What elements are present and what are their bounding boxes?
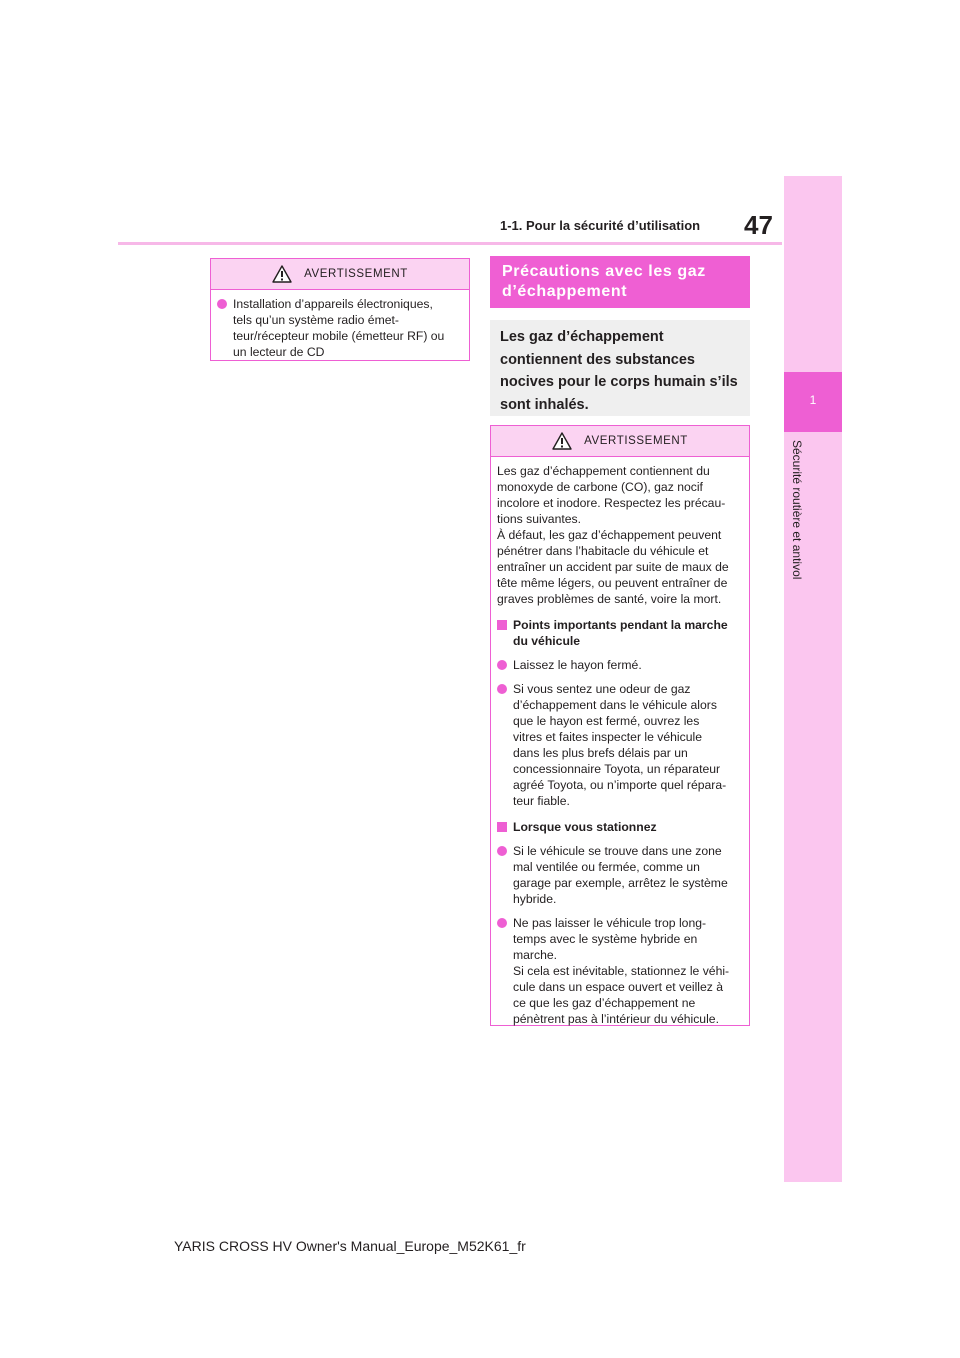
section-heading: Précautions avec les gaz d’échappement bbox=[490, 256, 750, 308]
bullet-dot-icon bbox=[497, 684, 507, 694]
warning-header bbox=[211, 259, 469, 290]
list-item-text: Ne pas laisser le véhicule trop long- temps avec le système hybride en marche. Si cela est inévitable, stationnez le véhi- cule dans un espace ouvert et veillez à ce que les gaz d’échappement ne pénètrent pas à l’intérieur du véhicule. bbox=[513, 916, 730, 1026]
section-summary: Les gaz d’échappement contiennent des substances nocives pour le corps humain s’ils sont inhalés. bbox=[490, 320, 750, 416]
chapter-number: 1 bbox=[809, 393, 817, 407]
subheading-parking bbox=[497, 819, 743, 835]
list-item-text: Installation d’appareils électroniques, tels qu’un système radio émet- teur/récepteur mobile (émetteur RF) ou un lecteur de CD bbox=[233, 297, 445, 359]
list-item-text: Si vous sentez une odeur de gaz d’échappement dans le véhicule alors que le hayon est fermé, ouvrez les vitres et faites inspecter le véhicule dans les plus brefs délais par un concessionnaire Toyota, un réparateur agréé Toyota, ou n’importe quel répara- teur fiable. bbox=[513, 682, 727, 808]
list-item-text: Laissez le hayon fermé. bbox=[513, 658, 642, 672]
warning-box-exhaust bbox=[490, 425, 750, 1026]
bullet-dot-icon bbox=[497, 660, 507, 670]
chapter-name-text: Sécurité routière et antivol bbox=[790, 440, 804, 580]
section-title: 1-1. Pour la sécurité d’utilisation bbox=[500, 218, 701, 233]
square-bullet-icon bbox=[497, 620, 507, 630]
warning-triangle-icon bbox=[272, 265, 292, 283]
header-rule bbox=[118, 242, 782, 245]
subheading-driving bbox=[497, 617, 743, 649]
subheading-text: Lorsque vous stationnez bbox=[513, 820, 657, 834]
page-number: 47 bbox=[744, 210, 773, 240]
bullet-dot-icon bbox=[497, 918, 507, 928]
list-item bbox=[497, 657, 743, 673]
list-item bbox=[497, 681, 743, 809]
warning-body bbox=[491, 457, 749, 1035]
chapter-name bbox=[789, 440, 805, 600]
footer-manual-id: YARIS CROSS HV Owner's Manual_Europe_M52K61_fr bbox=[174, 1238, 526, 1254]
bullet-dot-icon bbox=[217, 299, 227, 309]
side-tab-strip bbox=[784, 176, 842, 1182]
warning-intro: Les gaz d’échappement contiennent du monoxyde de carbone (CO), gaz nocif incolore et inodore. Respectez les précau- tions suivantes. À défaut, les gaz d’échappement peuvent pénétrer dans l’habitacle du véhicule et entraîner un accident par suite de maux de tête même légers, ou peuvent entraîner de graves problèmes de santé, voire la mort. bbox=[497, 464, 729, 606]
warning-body bbox=[211, 290, 469, 368]
list-item bbox=[497, 843, 743, 907]
subheading-text: Points importants pendant la marche du véhicule bbox=[513, 618, 728, 648]
list-item bbox=[217, 296, 463, 360]
warning-label: AVERTISSEMENT bbox=[304, 268, 408, 280]
list-item bbox=[497, 915, 743, 1027]
bullet-dot-icon bbox=[497, 846, 507, 856]
list-item-text: Si le véhicule se trouve dans une zone mal ventilée ou fermée, comme un garage par exemple, arrêtez le système hybride. bbox=[513, 844, 728, 906]
warning-label: AVERTISSEMENT bbox=[584, 435, 688, 447]
warning-box-electronics bbox=[210, 258, 470, 361]
square-bullet-icon bbox=[497, 822, 507, 832]
warning-header bbox=[491, 426, 749, 457]
warning-triangle-icon bbox=[552, 432, 572, 450]
